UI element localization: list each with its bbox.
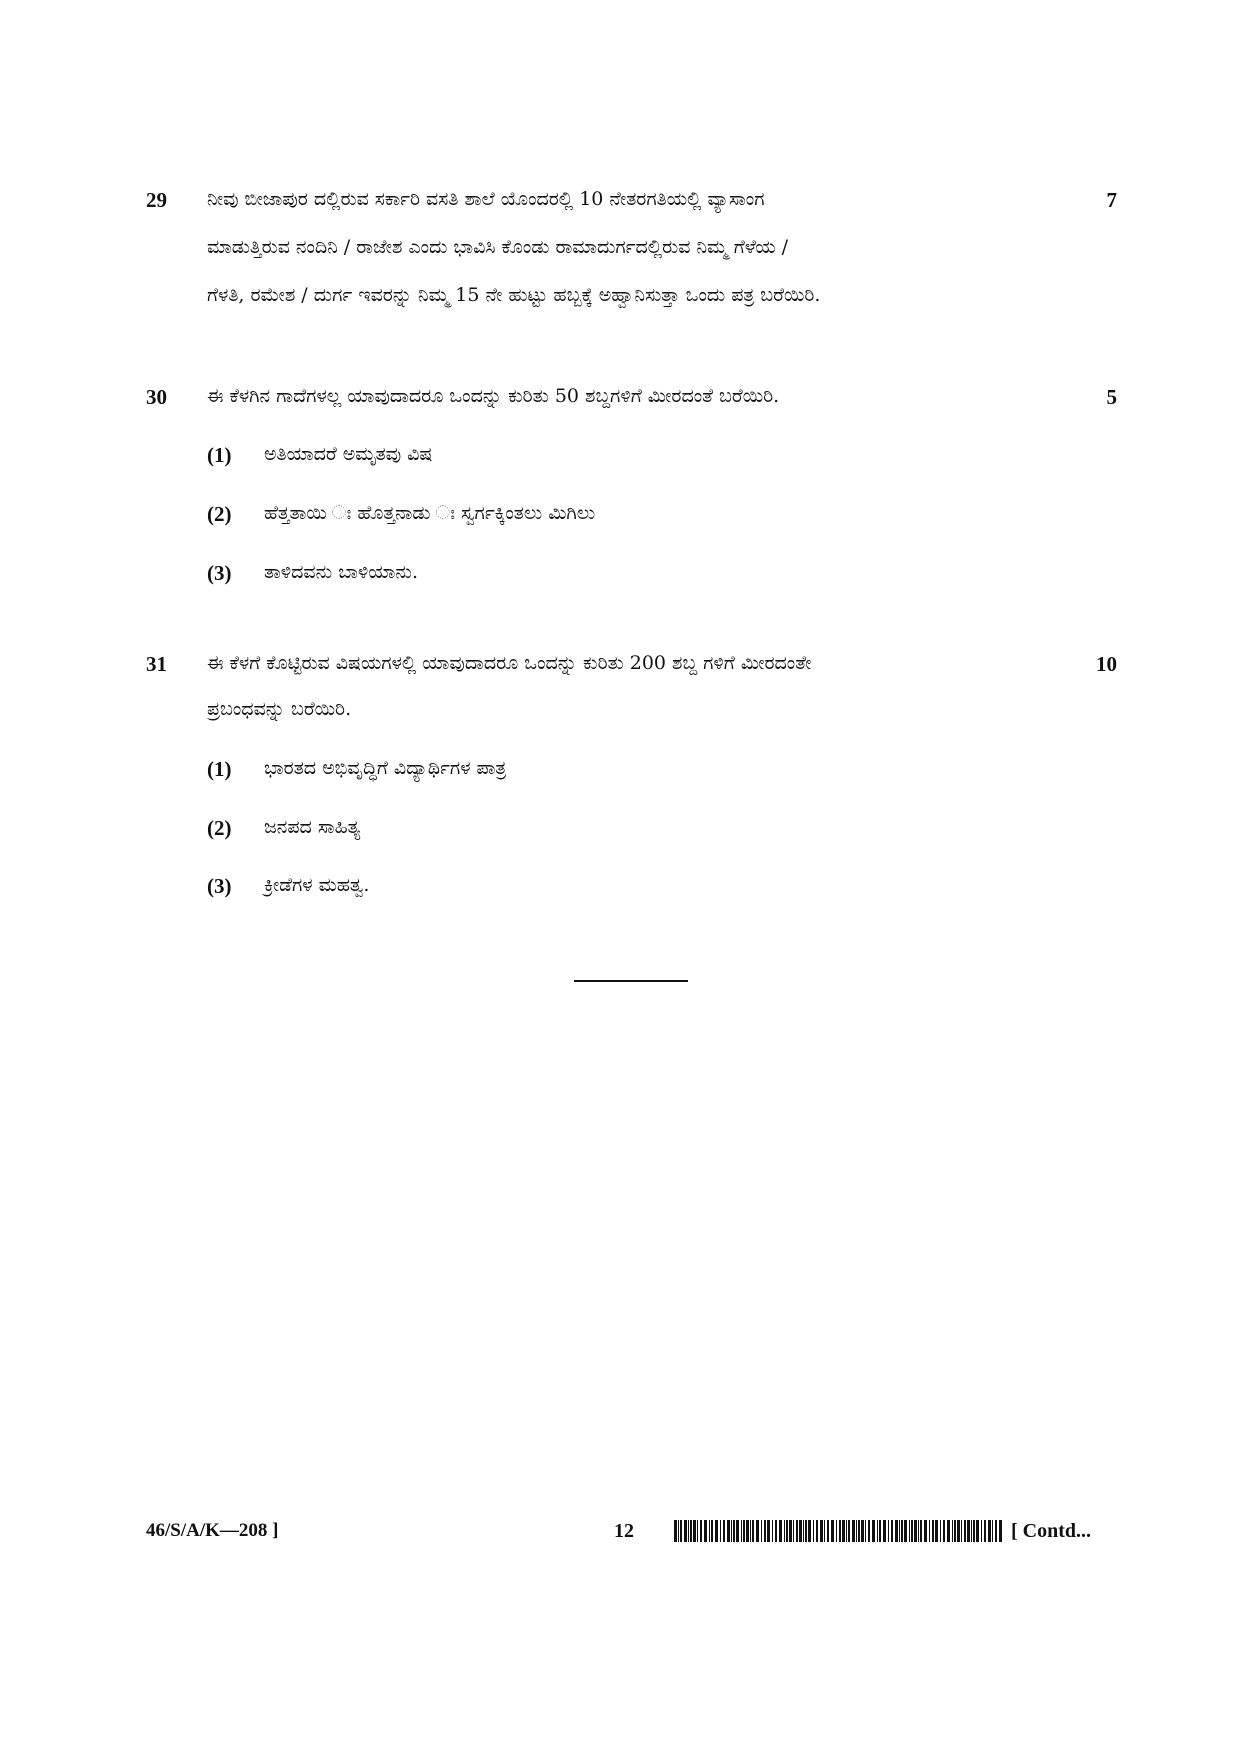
question-marks: 10 [1096, 652, 1117, 676]
option-number: (3) [207, 874, 232, 898]
question-text-line: ಈ ಕೆಳಗಿನ ಗಾದೆಗಳಲ್ಲ ಯಾವುದಾದರೂ ಒಂದನ್ನು ಕುರಿತು 50 ಶಬ್ದಗಳಿಗೆ ಮೀರದಂತೆ ಬರೆಯಿರಿ. [207, 385, 780, 407]
option-text: ಹೆತ್ತತಾಯಿ ಃ ಹೊತ್ತನಾಡು ಃ ಸ್ವರ್ಗಕ್ಕಿಂತಲು ಮಿಗಿಲು [264, 502, 596, 524]
option-number: (2) [207, 816, 232, 840]
option-number: (1) [207, 757, 232, 781]
continued-label: [ Contd... [1011, 1520, 1092, 1542]
question-text-line: ನೀವು ಬೀಜಾಪುರ ದಲ್ಲಿರುವ ಸರ್ಕಾರಿ ವಸತಿ ಶಾಲೆ ಯೊಂದರಲ್ಲಿ 10 ನೇತರಗತಿಯಲ್ಲಿ ವ್ಯಾಸಾಂಗ [207, 188, 765, 210]
question-number: 30 [146, 385, 167, 409]
option-number: (2) [207, 502, 232, 526]
question-text-line: ಮಾಡುತ್ತಿರುವ ನಂದಿನಿ / ರಾಜೇಶ ಎಂದು ಭಾವಿಸಿ ಕೊಂಡು ರಾಮಾದುರ್ಗದಲ್ಲಿರುವ ನಿಮ್ಮ ಗೆಳೆಯ / [207, 236, 789, 258]
end-divider [574, 980, 688, 982]
option-text: ತಾಳಿದವನು ಬಾಳಿಯಾನು. [264, 561, 418, 583]
page-number: 12 [614, 1520, 634, 1542]
question-text-line: ಈ ಕೆಳಗೆ ಕೊಟ್ಟಿರುವ ವಿಷಯಗಳಲ್ಲಿ ಯಾವುದಾದರೂ ಒಂದನ್ನು ಕುರಿತು 200 ಶಬ್ದ ಗಳಿಗೆ ಮೀರದಂತೇ [207, 652, 812, 674]
question-text-line: ಪ್ರಬಂಧವನ್ನು ಬರೆಯಿರಿ. [207, 698, 352, 720]
option-text: ಭಾರತದ ಅಭಿವೃದ್ಧಿಗೆ ವಿದ್ಯಾರ್ಥಿಗಳ ಪಾತ್ರ [264, 757, 507, 779]
option-text: ಜನಪದ ಸಾಹಿತ್ಯ [264, 816, 361, 838]
option-text: ಕ್ರೀಡೆಗಳ ಮಹತ್ವ. [264, 874, 370, 896]
question-marks: 5 [1106, 385, 1117, 409]
question-number: 31 [146, 652, 167, 676]
question-text-line: ಗೆಳತಿ, ರಮೇಶ / ದುರ್ಗ ಇವರನ್ನು ನಿಮ್ಮ 15 ನೇ ಹುಟ್ಟು ಹಬ್ಬಕ್ಕೆ ಅಹ್ವಾನಿಸುತ್ತಾ ಒಂದು ಪತ್ರ ಬರೆಯಿರಿ. [207, 284, 821, 306]
option-number: (3) [207, 561, 232, 585]
question-number: 29 [146, 188, 167, 212]
question-marks: 7 [1106, 188, 1117, 212]
option-text: ಅತಿಯಾದರೆ ಅಮೃತವು ವಿಷ [264, 443, 433, 465]
paper-code: 46/S/A/K—208 ] [146, 1520, 279, 1541]
option-number: (1) [207, 443, 232, 467]
barcode-icon [674, 1520, 1004, 1542]
